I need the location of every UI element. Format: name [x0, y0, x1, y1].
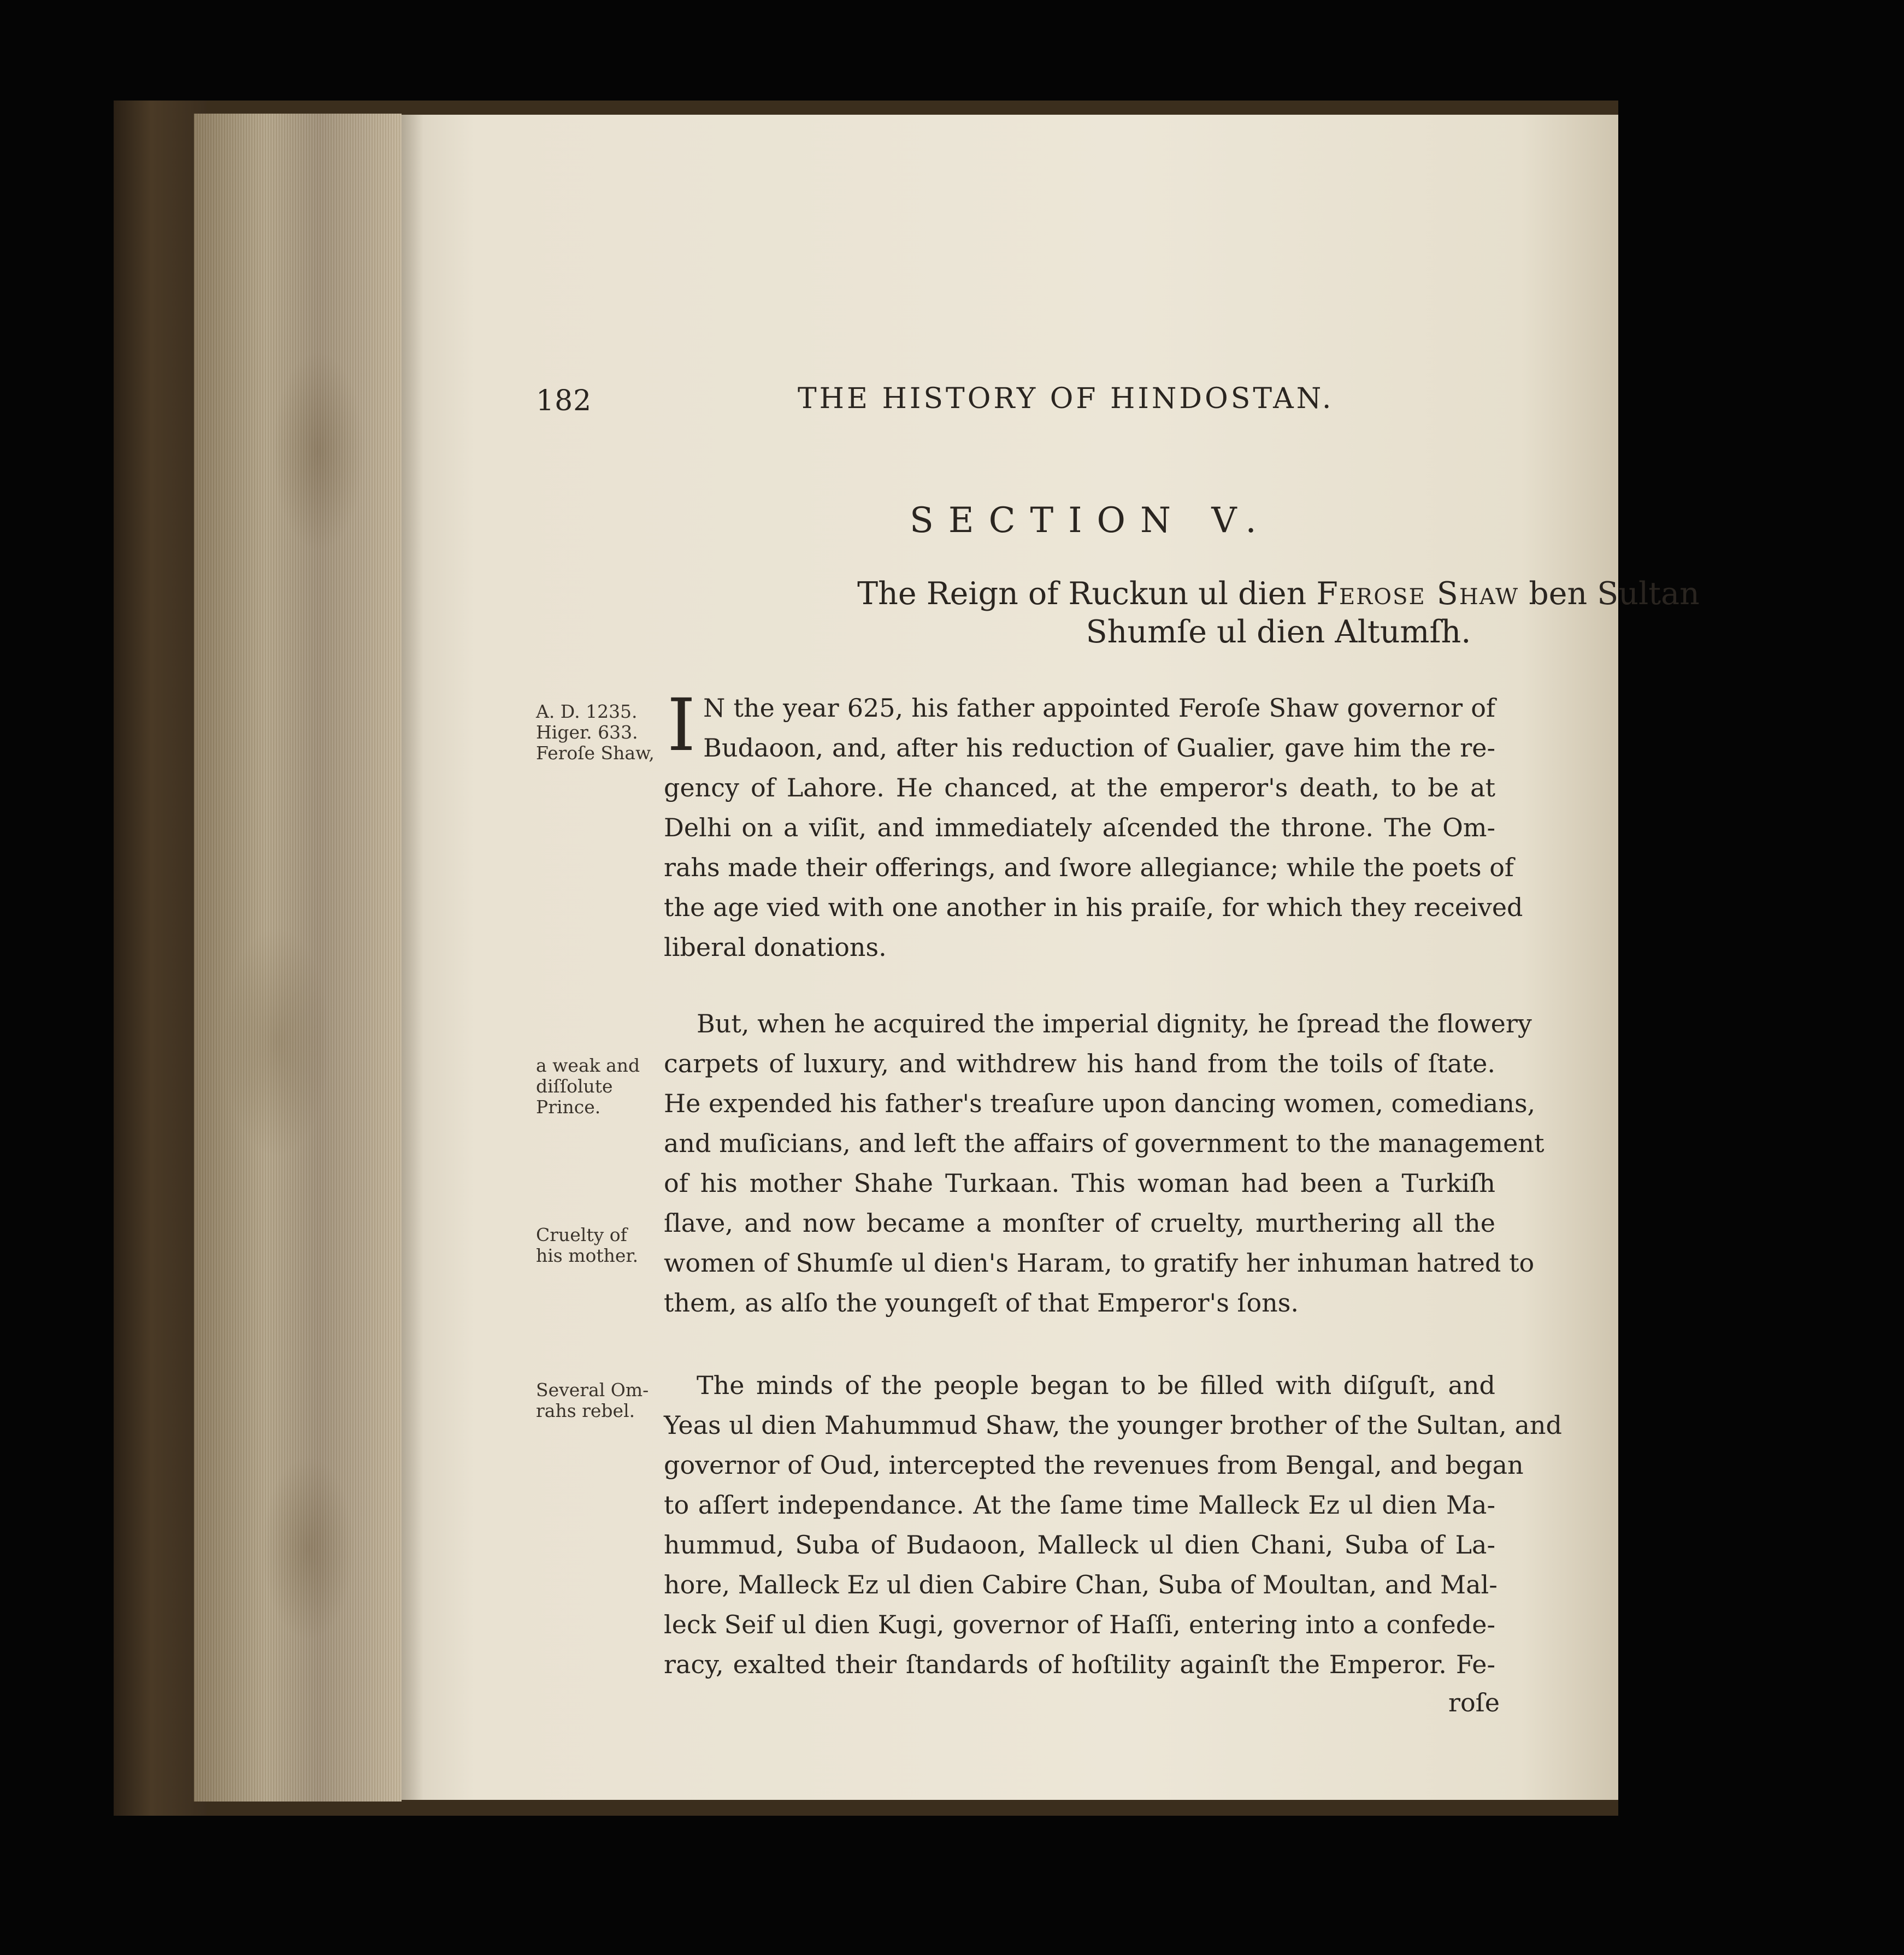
side-note-line: Several Om- — [536, 1379, 649, 1401]
text-line: The minds of the people began to be filled with diſguſt, and — [697, 1371, 1495, 1400]
reign-title-small-caps: Ferose Shaw — [1316, 576, 1519, 612]
text-line: liberal donations. — [664, 932, 887, 962]
side-note-date — [536, 701, 655, 764]
running-head: THE HISTORY OF HINDOSTAN. — [798, 382, 1334, 415]
text-line: to aſſert independance. At the ſame time Malleck Ez ul dien Ma- — [664, 1490, 1495, 1520]
side-note-cruelty — [536, 1225, 638, 1266]
side-note-line: a weak and — [536, 1055, 640, 1076]
side-note-line: his mother. — [536, 1245, 639, 1266]
text-line: them, as alſo the youngeſt of that Emperor's ſons. — [664, 1288, 1299, 1318]
text-line: hummud, Suba of Budaoon, Malleck ul dien Chani, Suba of La- — [664, 1530, 1495, 1560]
side-note-line: A. D. 1235. — [536, 701, 638, 722]
text-line: leck Seif ul dien Kugi, governor of Haſſi, entering into a confede- — [664, 1610, 1495, 1639]
text-line: He expended his father's treaſure upon dancing women, comedians, — [664, 1089, 1536, 1118]
drop-cap: I — [667, 683, 696, 767]
text-line: Delhi on a viſit, and immediately aſcended the throne. The Om- — [664, 813, 1495, 842]
text-line: rahs made their offerings, and ſwore allegiance; while the poets of — [664, 853, 1514, 882]
page-number: 182 — [536, 385, 592, 417]
book-spine-edge — [114, 101, 207, 1816]
text-line: governor of Oud, intercepted the revenues from Bengal, and began — [664, 1450, 1524, 1480]
text-line: ſlave, and now became a monſter of cruelty, murthering all the — [664, 1208, 1495, 1238]
side-note-line: rahs rebel. — [536, 1400, 635, 1421]
text-line: and muſicians, and left the affairs of government to the management — [664, 1129, 1545, 1158]
reign-title — [653, 575, 1904, 651]
side-note-line: Cruelty of — [536, 1224, 627, 1245]
reign-title-line-2: Shumſe ul dien Altumſh. — [1086, 614, 1471, 650]
text-line: racy, exalted their ſtandards of hoſtility againſt the Emperor. Fe- — [664, 1650, 1495, 1679]
text-line: the age vied with one another in his praiſe, for which they received — [664, 893, 1523, 922]
side-note-weak-prince — [536, 1055, 640, 1118]
side-note-line: Higer. 633. — [536, 722, 638, 743]
text-line: women of Shumſe ul dien's Haram, to gratify her inhuman hatred to — [664, 1248, 1535, 1278]
side-note-line: Feroſe Shaw, — [536, 742, 655, 764]
reign-title-line-1 — [653, 575, 1904, 613]
text-line: gency of Lahore. He chanced, at the emperor's death, to be at — [664, 773, 1495, 802]
side-note-omrahs — [536, 1380, 649, 1421]
catchword: roſe — [1448, 1688, 1500, 1717]
text-line: of his mother Shahe Turkaan. This woman had been a Turkiſh — [664, 1168, 1495, 1198]
text-line: carpets of luxury, and withdrew his hand from the toils of ſtate. — [664, 1049, 1495, 1078]
paragraph-1 — [664, 683, 1523, 967]
text-line: But, when he acquired the imperial dignity, he ſpread the flowery — [697, 1009, 1532, 1038]
side-note-line: Prince. — [536, 1096, 601, 1118]
paragraph-3 — [664, 1366, 1562, 1685]
paragraph-2 — [664, 1004, 1545, 1323]
page-edges — [194, 114, 402, 1802]
text-line: Budaoon, and, after his reduction of Gualier, gave him the re- — [703, 733, 1495, 763]
text-line: Yeas ul dien Mahummud Shaw, the younger brother of the Sultan, and — [664, 1410, 1562, 1440]
side-note-line: diſſolute — [536, 1076, 613, 1097]
text-line: hore, Malleck Ez ul dien Cabire Chan, Suba of Moultan, and Mal- — [664, 1570, 1498, 1599]
text-line: N the year 625, his father appointed Feroſe Shaw governor of — [703, 693, 1495, 723]
section-title: SECTION V. — [910, 500, 1271, 541]
reign-title-text-a: The Reign of Ruckun ul dien — [857, 576, 1317, 612]
book-page — [402, 115, 1700, 1800]
reign-title-text-b: ben Sultan — [1519, 576, 1700, 612]
